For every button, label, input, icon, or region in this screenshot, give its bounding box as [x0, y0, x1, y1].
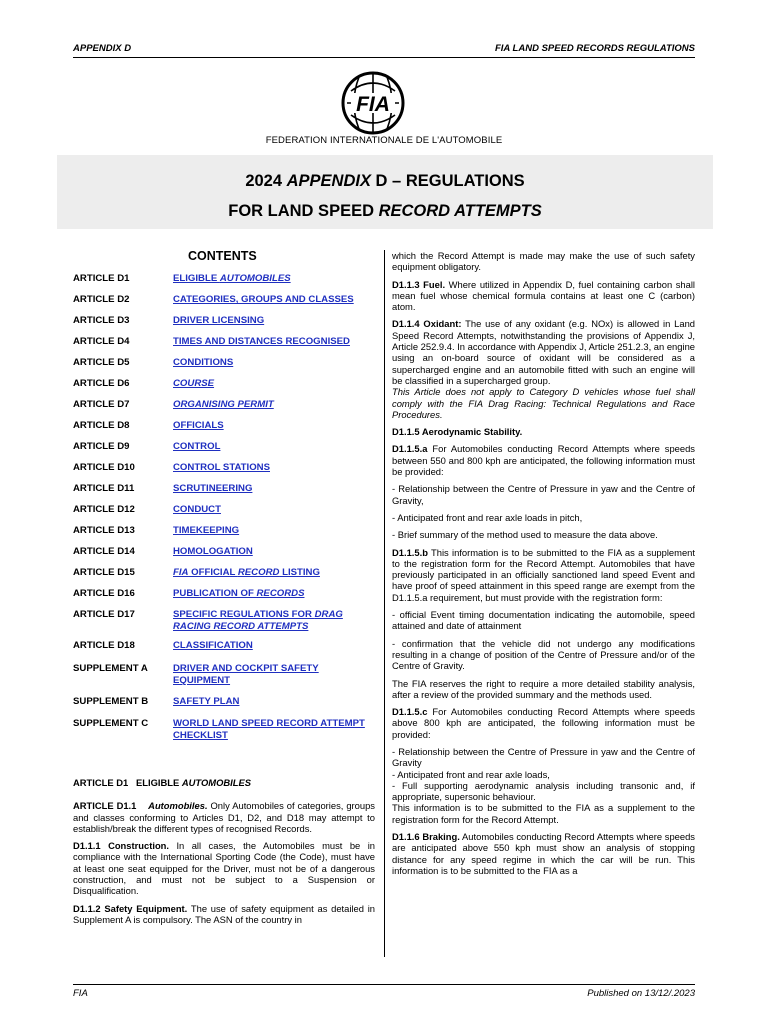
para-d1-1-2: D1.1.2 Safety Equipment. The use of safety equipment as detailed in Supplement A is compulsory. The ASN of the country in — [73, 902, 376, 925]
toc-article-label: ARTICLE D9 — [73, 441, 130, 452]
toc-article-label: SUPPLEMENT C — [73, 718, 149, 729]
toc-article-label: SUPPLEMENT B — [73, 696, 149, 707]
footer-rule — [73, 984, 695, 985]
toc-link[interactable]: CONTROL — [173, 441, 221, 452]
toc-article-label: SUPPLEMENT A — [73, 663, 148, 674]
article-d1-heading: ARTICLE D1 ELIGIBLE AUTOMOBILES — [73, 777, 251, 788]
para-d1-1: ARTICLE D1.1 Automobiles. Only Automobiles of categories, groups and classes conforming to Articles D1, D2, and D18 may attempt to establish/break the different types of recognised Records. — [73, 800, 375, 834]
toc-article-label: ARTICLE D1 — [73, 273, 130, 284]
toc-link[interactable]: DRIVER AND COCKPIT SAFETY EQUIPMENT — [173, 663, 319, 686]
toc-link[interactable]: SCRUTINEERING — [173, 483, 253, 494]
toc-article-label: ARTICLE D12 — [73, 504, 135, 515]
header-rule — [73, 57, 695, 58]
header-left: APPENDIX D — [73, 43, 132, 54]
bullet-c2: - Anticipated front and rear axle loads, — [392, 768, 550, 780]
header-right: FIA LAND SPEED RECORDS REGULATIONS — [494, 43, 695, 54]
title-box — [57, 155, 713, 229]
column-divider — [384, 250, 385, 957]
toc-article-label: ARTICLE D8 — [73, 420, 130, 431]
toc-article-label: ARTICLE D4 — [73, 336, 130, 347]
footer-left: FIA — [73, 988, 88, 999]
para-c-tail: This information is to be submitted to the FIA as a supplement to the registration form for the Record Attempt. — [392, 802, 695, 825]
para-d1-1-5-c: D1.1.5.c For Automobiles conducting Record Attempts where speeds above 800 kph are anticipated, the following information must be provided: — [392, 706, 695, 740]
toc-link[interactable]: CONDUCT — [173, 504, 221, 515]
toc-article-label: ARTICLE D15 — [73, 567, 135, 578]
para-d1-1-5-b: D1.1.5.b This information is to be submitted to the FIA as a supplement to the registration form for the Record Attempt. Automobiles that have previously participated in an officially sanctioned land speed Event and have proof of speed attainment in this speed range are exempt from the D1.1.5.a requirement, but must provide with the registration form: — [392, 546, 695, 603]
toc-article-label: ARTICLE D5 — [73, 357, 130, 368]
toc-article-label: ARTICLE D13 — [73, 525, 135, 536]
toc-link[interactable]: TIMES AND DISTANCES RECOGNISED — [173, 336, 350, 347]
toc-link[interactable]: CONDITIONS — [173, 357, 234, 368]
toc-link[interactable]: ELIGIBLE AUTOMOBILES — [173, 273, 291, 284]
toc-link[interactable]: COURSE — [173, 378, 215, 389]
toc-link[interactable]: OFFICIALS — [173, 420, 224, 431]
toc-article-label: ARTICLE D6 — [73, 378, 130, 389]
para-d1-1-5-a: D1.1.5.a For Automobiles conducting Record Attempts where speeds between 550 and 800 kph are anticipated, the following information must be provided: — [392, 443, 695, 478]
para-d1-1-1: D1.1.1 Construction. In all cases, the Automobiles must be in compliance with the International Sporting Code (the Code), must have at least one seat equipped for the Driver, must not be of a dangerous construction, and must not be subject to a Suspension or Disqualification. — [73, 840, 375, 897]
toc-link[interactable]: SPECIFIC REGULATIONS FOR DRAG RACING RECORD ATTEMPTS — [173, 609, 343, 632]
toc-article-label: ARTICLE D11 — [73, 483, 135, 494]
bullet-a3: - Brief summary of the method used to measure the data above. — [392, 529, 658, 541]
toc-link[interactable]: FIA OFFICIAL RECORD LISTING — [173, 567, 320, 578]
toc-link[interactable]: SAFETY PLAN — [173, 696, 240, 707]
toc-article-label: ARTICLE D14 — [73, 546, 135, 557]
toc-article-label: ARTICLE D3 — [73, 315, 130, 326]
toc-link[interactable]: DRIVER LICENSING — [173, 315, 265, 326]
bullet-c1: - Relationship between the Centre of Pressure in yaw and the Centre of Gravity — [392, 745, 695, 769]
bullet-a2: - Anticipated front and rear axle loads in pitch, — [392, 511, 583, 523]
bullet-b2: - confirmation that the vehicle did not undergo any modifications resulting in a change of position of the Centre of Pressure and/or of the Centre of Gravity. — [392, 637, 695, 672]
toc-link[interactable]: CLASSIFICATION — [173, 640, 253, 651]
para-d1-1-5-heading: D1.1.5 Aerodynamic Stability. — [392, 426, 523, 438]
toc-article-label: ARTICLE D17 — [73, 609, 135, 620]
fia-logo-icon — [341, 71, 405, 135]
toc-article-label: ARTICLE D16 — [73, 588, 135, 599]
left-body — [73, 777, 375, 931]
federation-name: FEDERATION INTERNATIONALE DE L'AUTOMOBILE — [265, 135, 503, 146]
title-line-2: FOR LAND SPEED RECORD ATTEMPTS — [228, 202, 542, 220]
bullet-c3: - Full supporting aerodynamic analysis including transonic and, if appropriate, supersonic behaviour. — [392, 779, 695, 803]
toc-article-label: ARTICLE D10 — [73, 462, 135, 473]
bullet-a1: - Relationship between the Centre of Pressure in yaw and the Centre of Gravity, — [392, 483, 695, 506]
toc-article-label: ARTICLE D18 — [73, 640, 135, 651]
toc-article-label: ARTICLE D2 — [73, 294, 130, 305]
toc-link[interactable]: PUBLICATION OF RECORDS — [173, 588, 305, 599]
bullet-b1: - official Event timing documentation indicating the automobile, speed attained and date of attainment — [392, 609, 695, 632]
footer-right: Published on 13/12/.2023 — [587, 988, 695, 999]
toc-link[interactable]: TIMEKEEPING — [173, 525, 240, 536]
toc-link[interactable]: WORLD LAND SPEED RECORD ATTEMPT CHECKLIST — [173, 718, 365, 741]
toc-link[interactable]: ORGANISING PERMIT — [173, 399, 274, 410]
toc-article-label: ARTICLE D7 — [73, 399, 130, 410]
toc-link[interactable]: CATEGORIES, GROUPS AND CLASSES — [173, 294, 354, 305]
title-line-1: 2024 APPENDIX D – REGULATIONS — [245, 172, 525, 190]
para-d1-1-4: D1.1.4 Oxidant: The use of any oxidant (e.g. NOx) is allowed in Land Speed Record Attempts, notwithstanding the provisions of Appendix J, Article 252.9.4. In accordance with Appendix J, Article 251.2.3, an engine using an on-board source of oxidant will be considered as a supercharged engine and an automobile fitted with such an engine will be classified in a supercharged group. — [392, 318, 696, 386]
right-body — [392, 250, 695, 882]
toc-link[interactable]: CONTROL STATIONS — [173, 462, 270, 473]
para-d1-1-4-note: This Article does not apply to Category D vehicles whose fuel shall comply with the FIA Drag Racing: Technical Regulations and Race Procedures. — [392, 386, 695, 420]
para-continued: which the Record Attempt is made may make the use of such safety equipment obligatory. — [392, 250, 695, 273]
para-d1-1-3: D1.1.3 Fuel. Where utilized in Appendix D, fuel containing carbon shall mean fuel whose chemical formula contains at least one C (carbon) atom. — [392, 278, 695, 313]
contents-heading: CONTENTS — [188, 249, 257, 263]
para-reserve: The FIA reserves the right to require a more detailed stability analysis, after a review of the provided summary and the methods used. — [392, 677, 695, 700]
para-d1-1-6: D1.1.6 Braking. Automobiles conducting Record Attempts where speeds are anticipated above 550 kph must show an analysis of stopping distance for any speed regime in which the car will be run. This information is to be submitted to the FIA as a — [392, 831, 695, 876]
logo-text: FIA — [356, 93, 390, 116]
toc-link[interactable]: HOMOLOGATION — [173, 546, 253, 557]
